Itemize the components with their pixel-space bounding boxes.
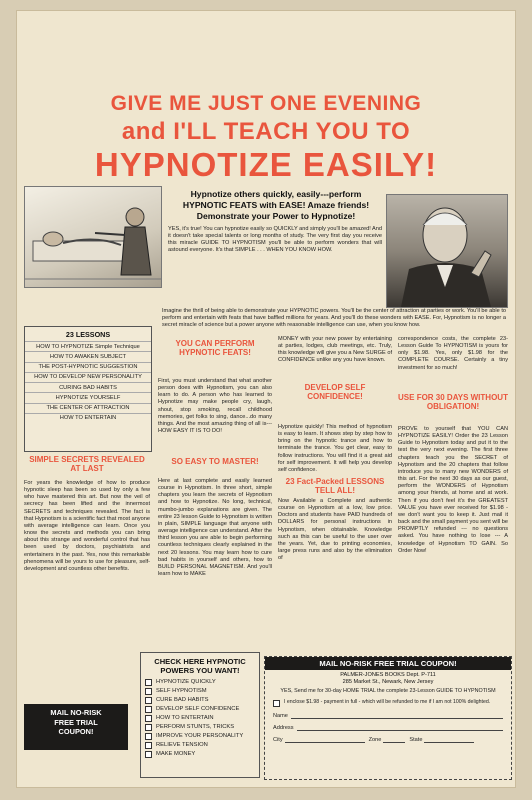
enclose-checkbox[interactable] bbox=[273, 700, 280, 707]
list-item: HOW TO AWAKEN SUBJECT bbox=[25, 351, 151, 361]
facts-paragraph: Now Available a Complete and authentic course on Hypnotism at a low, low price. Doctors and students have PAID hundreds of DOLLARS for personal instructions in Hypnotism, when obtainable. Knowledge such as this can be useful to the user over the years. Yet, due to printing economies, large press runs and also by the elimination of bbox=[278, 498, 392, 562]
list-item[interactable] bbox=[145, 687, 255, 696]
address-input[interactable] bbox=[297, 724, 503, 731]
mail-coupon-button[interactable] bbox=[24, 704, 128, 750]
address-field[interactable] bbox=[265, 719, 511, 731]
list-item: HYPNOTIZE YOURSELF bbox=[25, 392, 151, 402]
powers-checklist bbox=[140, 652, 260, 778]
checkbox-label: DEVELOP SELF CONFIDENCE bbox=[156, 706, 240, 713]
headline-line-3: HYPNOTIZE EASILY! bbox=[94, 146, 438, 183]
checkbox-label: SELF HYPNOTISM bbox=[156, 688, 207, 695]
intro-paragraph-2: Imagine the thrill of being able to demonstrate your HYPNOTIC powers. You'll be the center of attraction at parties or work. You'll be able to perform and entertain with feats that have baffled millions for years. And you'll do these wonders with EASE. For, Hypnotism is no longer a secret miracle of science but a power anyone with reasonable intelligence can use, when you know how. bbox=[162, 308, 506, 329]
hypnotist-portrait bbox=[386, 194, 508, 308]
checkbox-label: CURE BAD HABITS bbox=[156, 697, 209, 704]
list-item[interactable] bbox=[145, 741, 255, 750]
subhead-line-2: HYPNOTIC FEATS with EASE! Amaze friends! bbox=[182, 200, 370, 210]
list-item: HOW TO HYPNOTIZE Simple Technique bbox=[25, 341, 151, 351]
list-item: THE CENTER OF ATTRACTION bbox=[25, 403, 151, 413]
list-item[interactable] bbox=[145, 732, 255, 741]
checkbox-label: PERFORM STUNTS, TRICKS bbox=[156, 724, 235, 731]
checkbox-label: HOW TO ENTERTAIN bbox=[156, 715, 214, 722]
checkbox-label: RELIEVE TENSION bbox=[156, 742, 208, 749]
zone-input[interactable] bbox=[383, 736, 405, 743]
city-field[interactable] bbox=[273, 736, 365, 743]
easy-heading: SO EASY TO MASTER! bbox=[171, 457, 259, 466]
subhead-line-3: Demonstrate your Power to Hypnotize! bbox=[196, 211, 356, 221]
order-coupon bbox=[264, 656, 512, 780]
state-field[interactable] bbox=[409, 736, 474, 743]
secrets-heading: SIMPLE SECRETS REVEALED AT LAST bbox=[29, 455, 145, 473]
list-item: THE POST-HYPNOTIC SUGGESTION bbox=[25, 362, 151, 372]
lessons-box bbox=[24, 326, 152, 452]
checkbox[interactable] bbox=[145, 733, 152, 740]
city-input[interactable] bbox=[285, 736, 365, 743]
headline-line-2: and I'LL TEACH YOU TO bbox=[121, 118, 411, 145]
facts-heading: 23 Fact-Packed LESSONS TELL ALL! bbox=[285, 477, 385, 495]
list-item[interactable] bbox=[145, 750, 255, 759]
checkbox-label: HYPNOTIZE QUICKLY bbox=[156, 679, 216, 686]
coupon-title: MAIL NO-RISK FREE TRIAL COUPON! bbox=[265, 657, 511, 670]
checkbox-label: MAKE MONEY bbox=[156, 751, 196, 758]
checklist-title: CHECK HERE HYPNOTIC POWERS YOU WANT! bbox=[154, 657, 246, 676]
list-item[interactable] bbox=[145, 696, 255, 705]
coupon-company: PALMER-JONES BOOKS Dept. P-711 bbox=[340, 672, 436, 678]
secrets-paragraph: For years the knowledge of how to produce hypnotic sleep has been so used by only a few who have mastered this art. But now the veil of secrecy has been lifted and the innermost SECRETS and techniques revealed. The fact is that Hypnotism is a scientific fact that most anyone with average intelligence can learn. Once you know the secrets and methods you can bring about this strange and wonderful control that has been used by doctors, psychiatrists and entertainers in the past. Yes, now this remarkable phenomena will be yours to use for pleasure, self-development and countless other benefits. bbox=[24, 480, 150, 572]
list-item: HOW TO DEVELOP NEW PERSONALITY bbox=[25, 372, 151, 382]
list-item[interactable] bbox=[145, 678, 255, 687]
name-field[interactable] bbox=[265, 707, 511, 719]
correspondence-paragraph: correspondence costs, the complete 23-Lesson Guide To HYPNOTISM is yours for only $1.98. Yes, only $1.98 for the COMPLETE COURSE. Certainly a tiny investment for so much! bbox=[398, 336, 508, 371]
use-heading: USE FOR 30 DAYS WITHOUT OBLIGATION! bbox=[398, 393, 508, 411]
mail-button-line-2: FREE TRIAL bbox=[54, 717, 98, 727]
lessons-box-title: 23 LESSONS bbox=[65, 330, 111, 339]
zone-field[interactable] bbox=[369, 736, 406, 743]
hypnosis-scene-icon bbox=[25, 187, 161, 287]
checkbox[interactable] bbox=[145, 751, 152, 758]
checkbox[interactable] bbox=[145, 742, 152, 749]
enclose-text: I enclose $1.98 - payment in full - which will be refunded to me if I am not 100% delighted. bbox=[284, 698, 491, 705]
checkbox[interactable] bbox=[145, 724, 152, 731]
checkbox[interactable] bbox=[145, 679, 152, 686]
list-item: CURING BAD HABITS bbox=[25, 382, 151, 392]
ad-page bbox=[16, 10, 516, 788]
checkbox[interactable] bbox=[145, 688, 152, 695]
enclose-row[interactable] bbox=[265, 695, 511, 707]
intro-paragraph: YES, it's true! You can hypnotize easily so QUICKLY and simply you'll be amazed! And it doesn't take special talents or long months of study. The very first day you receive this miracle GUIDE TO HYPNOTISM you'll be able to perform wonders that will astound everyone. It's that SIMPLE . . . WHEN YOU KNOW HOW. bbox=[168, 226, 382, 254]
list-item[interactable] bbox=[145, 723, 255, 732]
perform-paragraph: First, you must understand that what another person does with Hypnotism, you can also learn to do. A person who has learned to Hypnotize may make people cry, laugh, shout, stop smoking, recall childhood memories, get folks to sing, dance...do many things. And the most amazing thing of all is---HOW EASY IT IS TO DO! bbox=[158, 378, 272, 435]
city-label: City bbox=[273, 736, 283, 743]
coupon-yes-text: YES, Send me for 30-day HOME TRIAL the complete 23-Lesson GUIDE TO HYPNOTISM bbox=[280, 687, 496, 694]
list-item: HOW TO ENTERTAIN bbox=[25, 413, 151, 423]
state-label: State bbox=[409, 736, 423, 743]
perform-heading: YOU CAN PERFORM HYPNOTIC FEATS! bbox=[175, 339, 255, 357]
easy-paragraph: Here at last complete and easily learned course in Hypnotism. In three short, simple chapters you learn the secrets of Hypnotism and how to Hypnotize. No long, technical, mumbo-jumbo explanations are given. The entire 23 lesson Guide to Hypnotism is written in plain, SIMPLE language that anyone with average intelligence can understand. After the third lesson you are able to begin performing countless techniques clearly explained in the next 20 lessons. You may learn how to cure bad habits in yourself and others, how to BUILD PERSONAL MAGNETISM. And you'll learn how to MAKE bbox=[158, 478, 272, 578]
headline-line-1: GIVE ME JUST ONE EVENING bbox=[110, 92, 422, 115]
city-zone-state-row bbox=[265, 731, 511, 743]
checklist-items bbox=[141, 678, 259, 759]
money-paragraph: MONEY with your new power by entertaining at parties, lodges, club meetings, etc. Truly, this knowledge will give you a New SURGE of CONFIDENCE unlike any you have known. bbox=[278, 336, 392, 364]
mail-button-line-3: COUPON! bbox=[58, 727, 94, 737]
list-item[interactable] bbox=[145, 714, 255, 723]
checkbox[interactable] bbox=[145, 715, 152, 722]
address-label: Address bbox=[273, 724, 294, 731]
checkbox-label: IMPROVE YOUR PERSONALITY bbox=[156, 733, 244, 740]
lessons-list bbox=[25, 341, 151, 423]
list-item[interactable] bbox=[145, 705, 255, 714]
subhead-line-1: Hypnotize others quickly, easily---perform bbox=[190, 189, 362, 199]
use-paragraph: PROVE to yourself that YOU CAN HYPNOTIZE EASILY! Order the 23 Lesson Guide to Hypnotism today and put it to the test the very next evening. The first three chapters teach you the SECRET of Hypnotism and the 20 chapters that follow introduce you to many new WONDERS of this art. For the next 30 days as our guest, perform the WONDERS of Hypnotism among your friends, at home and at work. Then if you don't feel it's the GREATEST VALUE you have ever received for $1.98 - we don't want you to keep it. Just mail it back and the small payment you sent will be PROMPTLY refunded --- no questions asked. You have nothing to lose --- A knowledge of Hypnotism TO GAIN. So Order Now! bbox=[398, 426, 508, 554]
checkbox[interactable] bbox=[145, 706, 152, 713]
develop-paragraph: Hypnotize quickly! This method of hypnotism is easy to learn. It shows step by step how to bring on the hypnotic trance and how to terminate the trance. You get clear, easy to follow instructions. You will find it a great aid for self improvement. It will help you develop self confidence. bbox=[278, 424, 392, 473]
coupon-address: 285 Market St., Newark, New Jersey bbox=[342, 679, 434, 686]
name-input[interactable] bbox=[291, 712, 503, 719]
zone-label: Zone bbox=[368, 736, 382, 743]
checkbox[interactable] bbox=[145, 697, 152, 704]
name-label: Name bbox=[273, 712, 288, 719]
hypnosis-scene-illustration bbox=[24, 186, 162, 288]
develop-heading: DEVELOP SELF CONFIDENCE! bbox=[304, 383, 366, 401]
state-input[interactable] bbox=[424, 736, 474, 743]
hypnotist-portrait-icon bbox=[387, 195, 507, 307]
mail-button-line-1: MAIL NO-RISK bbox=[50, 708, 102, 717]
